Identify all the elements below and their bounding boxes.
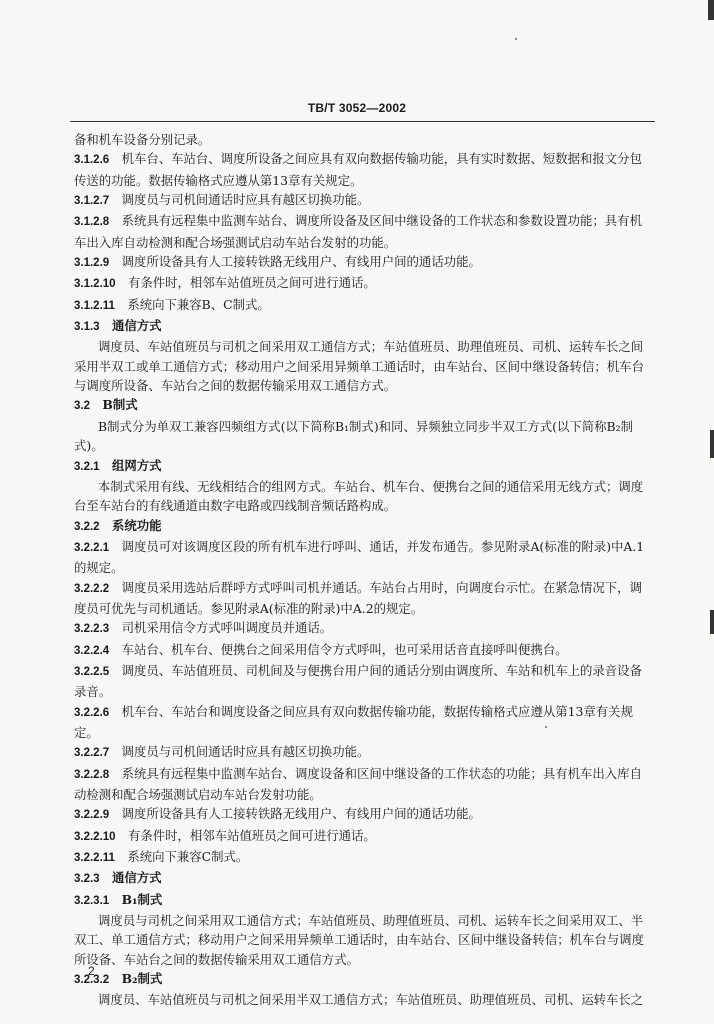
paragraph — [74, 477, 652, 516]
standard-number-header: TB/T 3052—2002 — [307, 101, 407, 115]
clause-number: 3.1.2.11 — [74, 299, 115, 312]
paragraph-text: 调度员与司机间通话时应具有越区切换功能。 — [121, 744, 370, 760]
paragraph — [74, 742, 652, 763]
clause-number: 3.2.2.6 — [74, 706, 110, 719]
paragraph — [74, 417, 652, 456]
document-body — [74, 130, 652, 1010]
paragraph — [74, 764, 652, 805]
clause-number: 3.1.2.7 — [74, 195, 110, 208]
header-rule — [70, 121, 655, 122]
paragraph-text: 车站台、机车台、便携台之间采用信令方式呼叫，也可采用话音直接呼叫便携台。 — [121, 641, 568, 657]
paragraph-text: 系统具有远程集中监测车站台、调度设备和区间中继设备的工作状态的功能；具有机车出入库自动检测和配合场强测试启动车站台发射功能。 — [74, 765, 642, 802]
paragraph-text: 调度员与司机间通话时应具有越区切换功能。 — [121, 192, 370, 208]
paragraph-text: 调度员、车站值班员与司机之间采用双工通信方式；车站值班员、助理值班员、司机、运转车长之间采用半双工或单工通信方式；移动用户之间采用异频单工通话时，由车站台、区间中继设备转信；机车台与调度所设备、车站台之间的数据传输采用双工通信方式。 — [74, 339, 644, 394]
scan-edge-mark — [710, 610, 714, 634]
heading-text: 通信方式 — [111, 318, 162, 334]
clause-number: 3.2.1 — [74, 460, 100, 473]
paragraph-text: 调度员采用选站后群呼方式呼叫司机并通话。车站台占用时，向调度台示忙。在紧急情况下，调度员可优先与司机通话。参见附录A(标准的附录)中A.2的规定。 — [74, 579, 642, 616]
paragraph — [74, 149, 652, 190]
paragraph — [74, 211, 652, 252]
paragraph-text: 机车台、车站台和调度设备之间应具有双向数据传输功能，数据传输格式应遵从第13章有关规定。 — [74, 703, 633, 740]
page-number: 2 — [88, 964, 95, 978]
clause-number: 3.2.2.7 — [74, 747, 110, 760]
clause-number: 3.2.2.10 — [74, 830, 116, 843]
clause-number: 3.2.2.5 — [74, 665, 110, 678]
paragraph — [74, 804, 652, 825]
paragraph-text: B制式分为单双工兼容四频组方式(以下简称B₁制式)和同、异频独立同步半双工方式(以下简称B₂制式)。 — [74, 418, 633, 454]
clause-number: 3.2.3.2 — [74, 974, 110, 987]
paragraph — [74, 337, 652, 395]
clause-number: 3.1.3 — [74, 321, 100, 334]
heading-text: B₂制式 — [121, 971, 163, 987]
section-heading — [74, 868, 652, 889]
clause-number: 3.1.2.9 — [74, 257, 110, 270]
paragraph-text: 系统向下兼容B、C制式。 — [127, 296, 270, 312]
heading-text: B制式 — [102, 397, 138, 413]
section-heading — [74, 969, 652, 990]
clause-number: 3.2.2.9 — [74, 809, 110, 822]
paragraph-text: 有条件时，相邻车站值班员之间可进行通话。 — [127, 275, 376, 291]
paragraph-text: 调度员与司机之间采用双工通信方式；车站值班员、助理值班员、司机、运转车长之间采用双工、半双工、单工通信方式；移动用户之间采用异频单工通话时，由车站台、区间中继设备转信；机车台与调度所设备、车站台之间的数据传输采用双工通信方式。 — [74, 913, 644, 967]
paragraph-text: 本制式采用有线、无线相结合的组网方式。车站台、机车台、便携台之间的通信采用无线方式；调度台至车站台的有线通道由数字电路或四线制音频话路构成。 — [74, 478, 644, 514]
section-heading — [74, 890, 652, 911]
clause-number: 3.2.2.8 — [74, 768, 110, 781]
paragraph — [74, 273, 652, 294]
section-heading — [74, 456, 652, 477]
paragraph-text: 备和机车设备分别记录。 — [74, 132, 211, 147]
clause-number: 3.2.2.2 — [74, 582, 110, 595]
clause-number: 3.2.3 — [74, 873, 100, 886]
clause-number: 3.2 — [74, 400, 90, 413]
paragraph — [74, 702, 652, 743]
paragraph — [74, 130, 652, 149]
heading-text: B₁制式 — [121, 891, 163, 907]
scan-speck — [545, 726, 547, 728]
paragraph-text: 司机采用信令方式呼叫调度员并通话。 — [121, 620, 333, 636]
paragraph-text: 有条件时，相邻车站值班员之间可进行通话。 — [127, 827, 376, 843]
paragraph — [74, 295, 652, 316]
clause-number: 3.1.2.8 — [74, 216, 110, 229]
clause-number: 3.2.2.3 — [74, 623, 110, 636]
paragraph — [74, 826, 652, 847]
paragraph — [74, 618, 652, 639]
paragraph — [74, 990, 652, 1009]
paragraph — [74, 640, 652, 661]
clause-number: 3.2.2.11 — [74, 852, 115, 865]
paragraph-text: 调度员可对该调度区段的所有机车进行呼叫、通话，并发布通告。参见附录A(标准的附录)中A.1的规定。 — [74, 538, 645, 576]
section-heading — [74, 516, 652, 537]
heading-text: 组网方式 — [111, 457, 162, 473]
paragraph-text: 调度员、车站值班员、司机间及与便携台用户间的通话分别由调度所、车站和机车上的录音设备录音。 — [74, 662, 642, 700]
clause-number: 3.2.2.1 — [74, 541, 110, 554]
paragraph — [74, 252, 652, 273]
paragraph-text: 系统具有远程集中监测车站台、调度所设备及区间中继设备的工作状态和参数设置功能；具有机车出入库自动检测和配合场强测试启动车站台发射的功能。 — [74, 213, 642, 250]
clause-number: 3.1.2.6 — [74, 154, 110, 167]
paragraph — [74, 537, 652, 578]
section-heading — [74, 395, 652, 416]
section-heading — [74, 316, 652, 337]
paragraph-text: 调度员、车站值班员与司机之间采用半双工通信方式；车站值班员、助理值班员、司机、运转车长之 — [98, 992, 644, 1008]
paragraph-text: 机车台、车站台、调度所设备之间应具有双向数据传输功能，具有实时数据、短数据和报文分包传送的功能。数据传输格式应遵从第13章有关规定。 — [74, 151, 642, 188]
clause-number: 3.2.2 — [74, 520, 100, 533]
paragraph-text: 调度所设备具有人工接转铁路无线用户、有线用户间的通话功能。 — [121, 254, 481, 270]
scan-edge-mark — [710, 430, 714, 458]
scan-edge-mark — [708, 0, 714, 20]
paragraph-text: 调度所设备具有人工接转铁路无线用户、有线用户间的通话功能。 — [121, 806, 481, 822]
heading-text: 通信方式 — [111, 870, 162, 886]
paragraph — [74, 190, 652, 211]
clause-number: 3.1.2.10 — [74, 278, 116, 291]
clause-number: 3.2.3.1 — [74, 894, 110, 907]
paragraph — [74, 578, 652, 619]
heading-text: 系统功能 — [111, 517, 162, 533]
scan-speck — [515, 38, 517, 40]
clause-number: 3.2.2.4 — [74, 644, 110, 657]
paragraph — [74, 661, 652, 702]
paragraph — [74, 847, 652, 868]
paragraph-text: 系统向下兼容C制式。 — [127, 849, 249, 865]
paragraph — [74, 911, 652, 969]
